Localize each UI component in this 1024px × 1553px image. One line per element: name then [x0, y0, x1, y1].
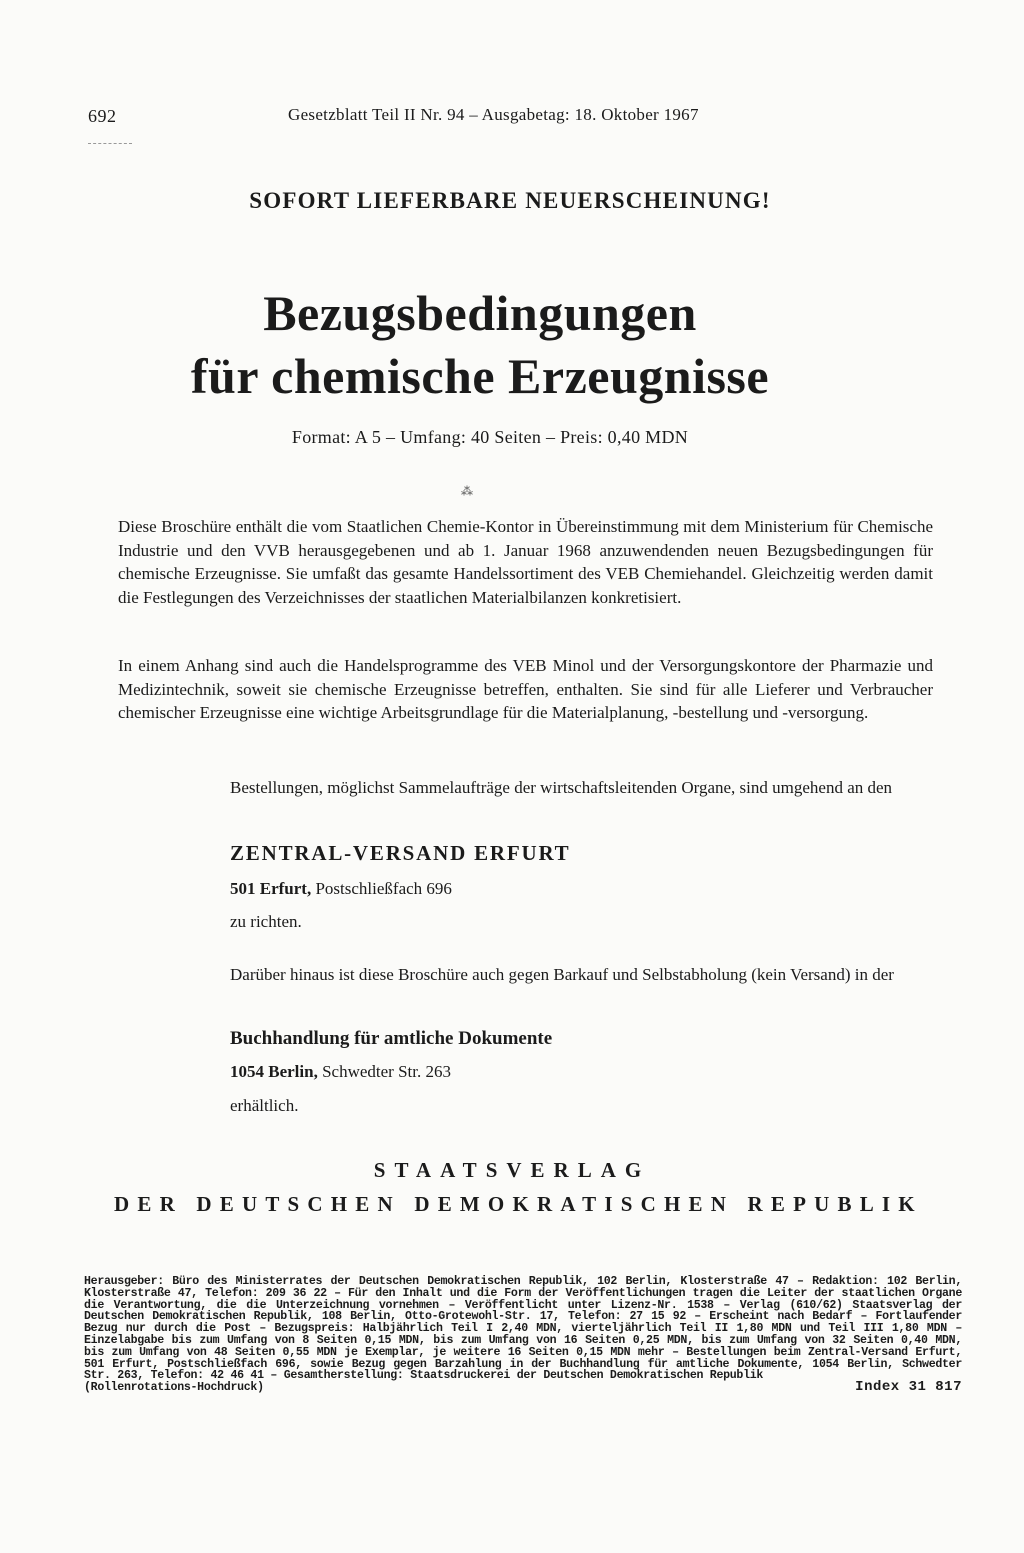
publisher-line-2: DER DEUTSCHEN DEMOKRATISCHEN REPUBLIK	[114, 1192, 923, 1216]
imprint	[84, 1276, 962, 1394]
imprint-last-line: (Rollenrotations-Hochdruck)	[84, 1381, 264, 1395]
shop-address	[230, 1060, 930, 1084]
versand-box: Postschließfach 696	[315, 879, 452, 898]
ornament-icon: ⁂	[461, 484, 473, 498]
imprint-end	[84, 1379, 962, 1396]
running-head: Gesetzblatt Teil II Nr. 94 – Ausgabetag: 18. Oktober 1967	[288, 105, 699, 124]
versand-address	[230, 877, 930, 901]
index-number: Index 31 817	[855, 1379, 962, 1396]
paragraph-description: Diese Broschüre enthält die vom Staatlichen Chemie-Kontor in Übereinstimmung mit dem Ministerium für Chemische Industrie und den VVB herausgegebenen und ab 1. Januar 1968 anzuwendenden neuen Bezugsbedingungen für chemische Erzeugnisse. Sie umfaßt das gesamte Handelssortiment des VEB Chemiehandel. Gleichzeitig werden damit die Festlegungen des Verzeichnisses der staatlichen Materialbilanzen konkretisiert.	[118, 517, 933, 607]
shop-city: 1054 Berlin,	[230, 1062, 318, 1081]
format-line: Format: A 5 – Umfang: 40 Seiten – Preis: 0,40 MDN	[291, 427, 689, 447]
paragraph-appendix: In einem Anhang sind auch die Handelsprogramme des VEB Minol und der Versorgungskontore der Pharmazie und Medizintechnik, soweit sie chemische Erzeugnisse betreffen, enthalten. Sie sind für alle Lieferer und Verbraucher chemischer Erzeugnisse eine wichtige Arbeitsgrundlage für die Materialplanung, -bestellung und -versorgung.	[118, 656, 933, 722]
barkauf-text: Darüber hinaus ist diese Broschüre auch gegen Barkauf und Selbstabholung (kein Versand) in der	[230, 965, 894, 984]
richten-text: zu richten.	[230, 912, 302, 931]
title-line-1: Bezugsbedingungen	[263, 285, 697, 341]
imprint-text: Herausgeber: Büro des Ministerrates der Deutschen Demokratischen Republik, 102 Berlin, Klosterstraße 47 – Redaktion: 102 Berlin, Klosterstraße 47, Telefon: 209 36 22 – Für den Inhalt und die Form der Veröffentlichungen tragen die Leiter der staatlichen Organe die Verantwortung, die die Unterzeichnung vornehmen – Veröffentlicht unter Lizenz-Nr. 1538 – Verlag (610/62) Staatsverlag der Deutschen Demokratischen Republik, 108 Berlin, Otto-Grotewohl-Str. 17, Telefon: 27 15 92 – Erscheint nach Bedarf – Fortlaufender Bezug nur durch die Post – Bezugspreis: Halbjährlich Teil I 2,40 MDN, vierteljährlich Teil II 1,80 MDN und Teil III 1,80 MDN – Einzelabgabe bis zum Umfang von 8 Seiten 0,15 MDN, bis zum Umfang von 16 Seiten 0,25 MDN, bis zum Umfang von 32 Seiten 0,40 MDN, bis zum Umfang von 48 Seiten 0,55 MDN je Exemplar, je weitere 16 Seiten 0,15 MDN mehr – Bestellungen beim Zentral-Versand Erfurt, 501 Erfurt, Postschließfach 696, sowie Bezug gegen Barzahlung in der Buchhandlung für amtliche Dokumente, 1054 Berlin, Schwedter Str. 263, Telefon: 42 46 41 – Gesamtherstellung: Staatsdruckerei der Deutschen Demokratischen Republik	[84, 1275, 962, 1383]
erhaeltlich-text: erhältlich.	[230, 1096, 299, 1115]
header-rule	[88, 143, 132, 144]
publisher-line-1: STAATSVERLAG	[373, 1158, 651, 1182]
versand-city: 501 Erfurt,	[230, 879, 312, 898]
order-intro: Bestellungen, möglichst Sammelaufträge der wirtschaftsleitenden Organe, sind umgehend an den	[230, 778, 893, 797]
versand-name: ZENTRAL-VERSAND ERFURT	[230, 841, 571, 865]
title-line-2: für chemische Erzeugnisse	[190, 348, 770, 404]
banner-heading: SOFORT LIEFERBARE NEUERSCHEINUNG!	[249, 188, 771, 213]
shop-street: Schwedter Str. 263	[322, 1062, 451, 1081]
shop-name: Buchhandlung für amtliche Dokumente	[230, 1028, 553, 1049]
page-number: 692	[88, 106, 117, 126]
